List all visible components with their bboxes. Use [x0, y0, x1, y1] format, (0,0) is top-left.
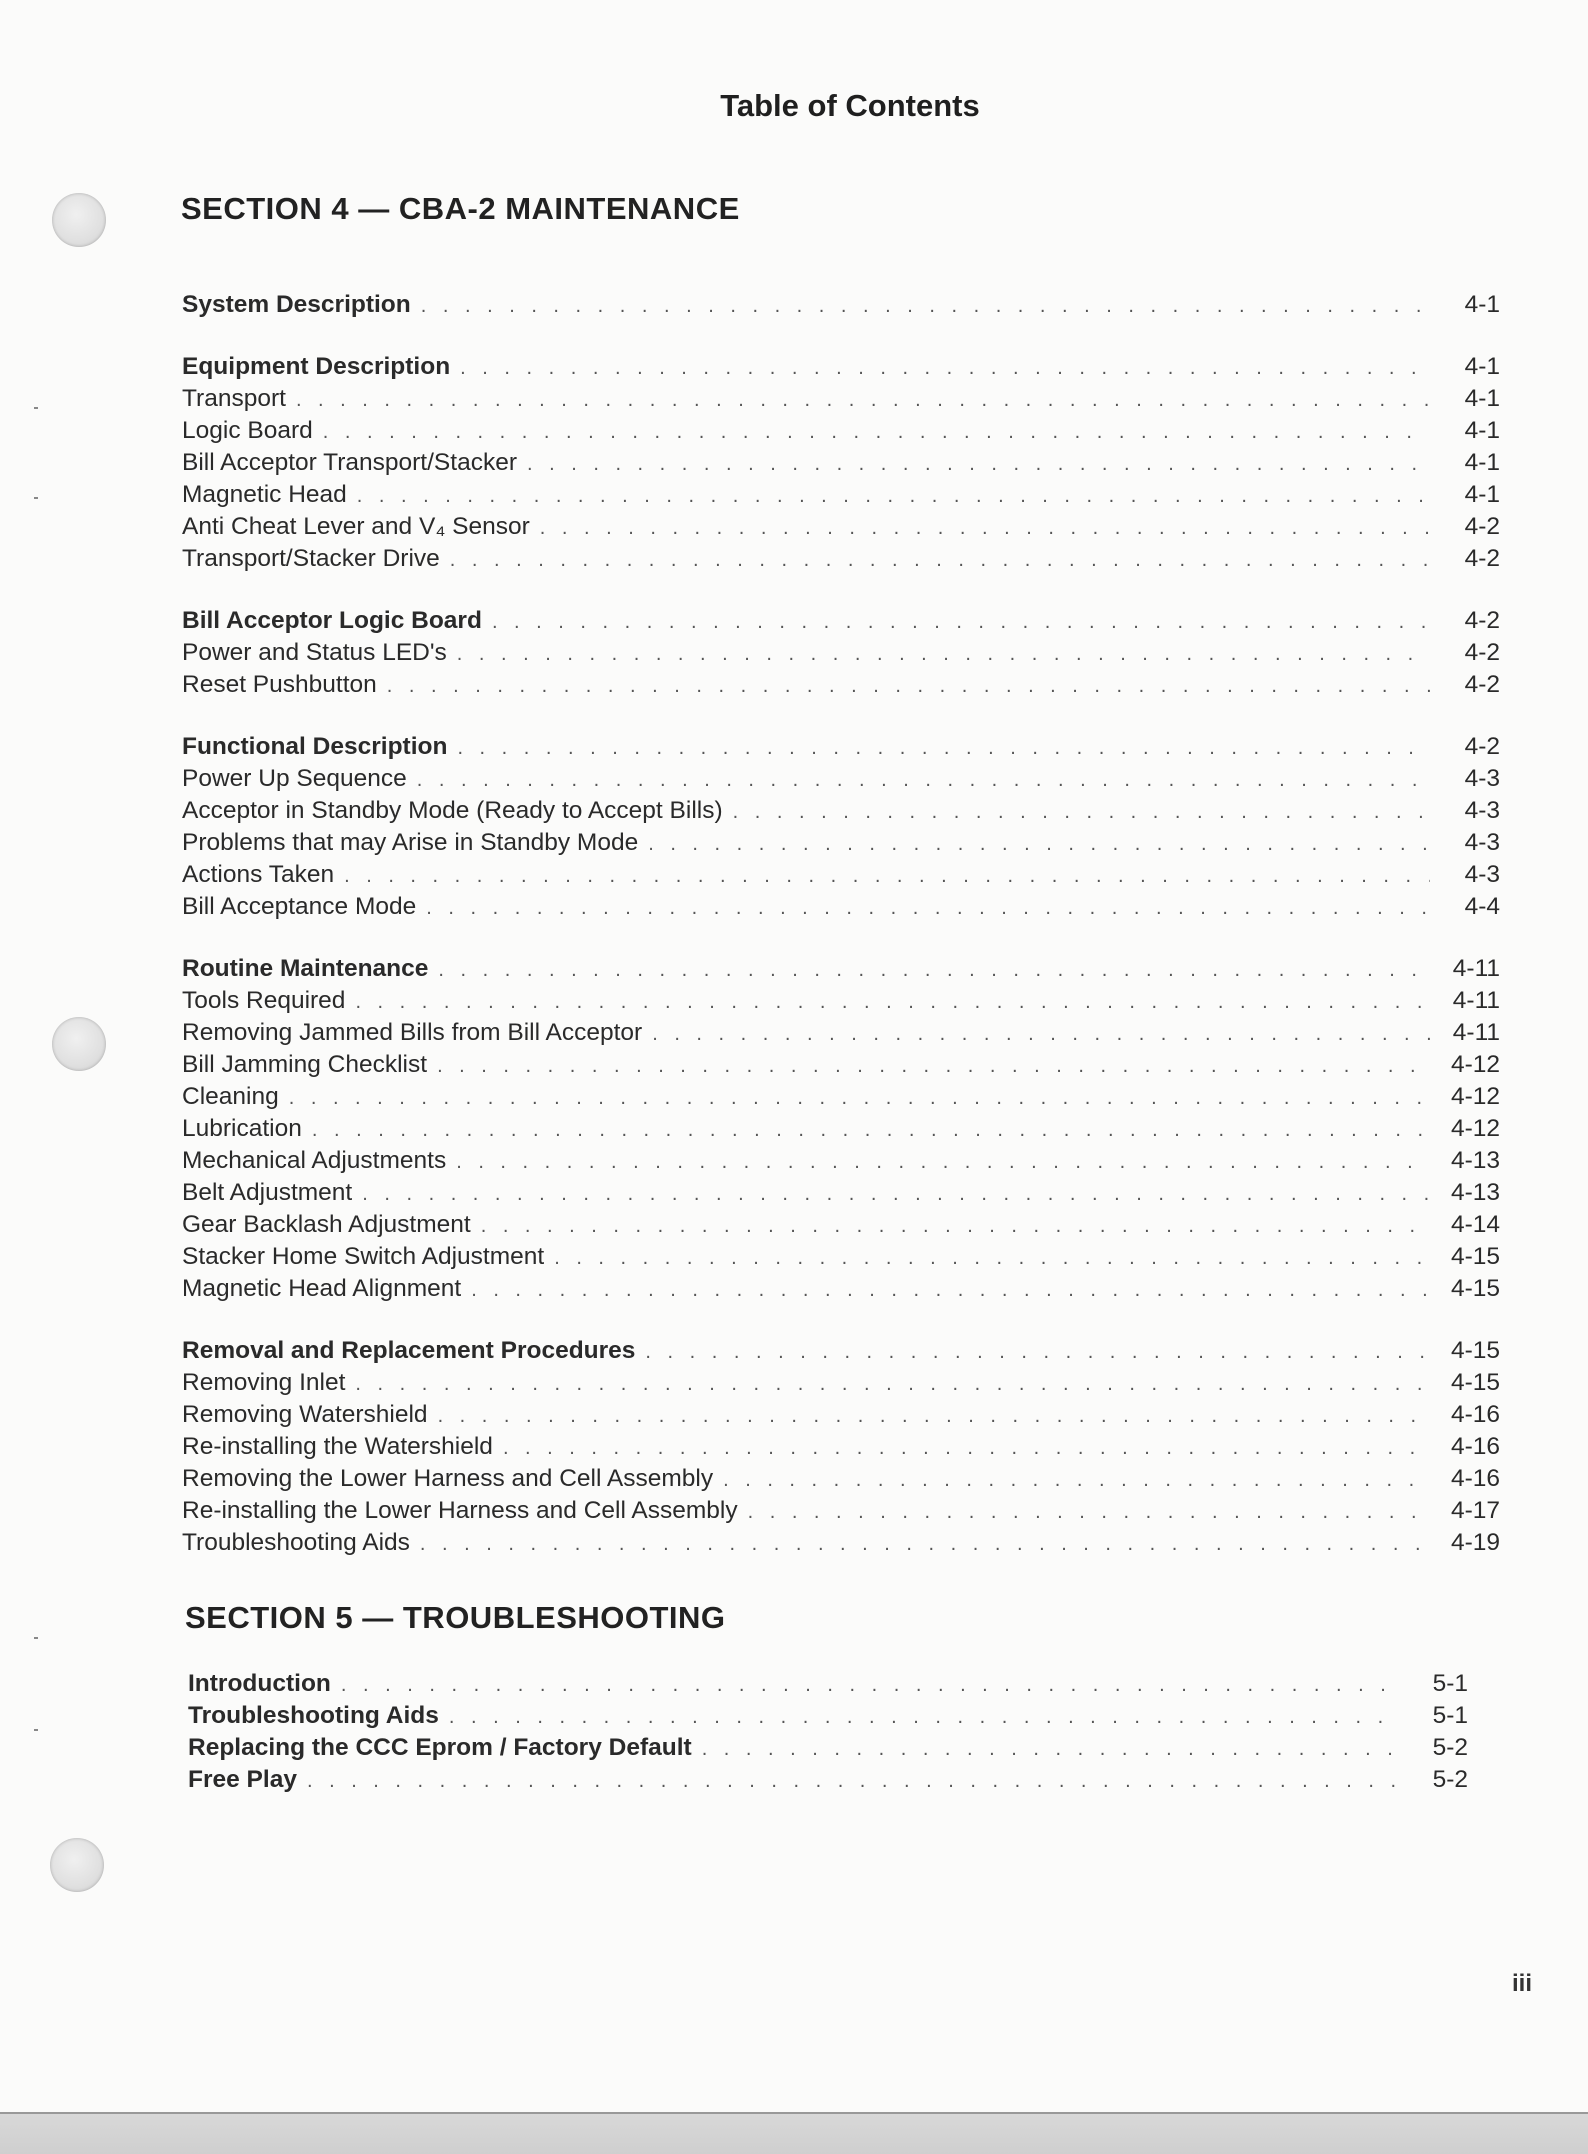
toc-entry	[182, 763, 1500, 795]
document-title: Table of Contents	[720, 88, 980, 123]
toc-entry-page: 4-2	[1464, 639, 1500, 666]
page-number: iii	[1512, 1970, 1533, 1997]
dot-leader	[362, 1178, 1430, 1210]
dot-leader	[503, 1432, 1430, 1464]
toc-entry	[182, 1431, 1500, 1463]
dot-leader	[357, 480, 1430, 512]
dot-leader	[456, 1146, 1430, 1178]
toc-entry	[182, 891, 1500, 923]
section-5-heading: SECTION 5 — TROUBLESHOOTING	[185, 1600, 726, 1635]
dot-leader	[481, 1210, 1430, 1242]
toc-entry-label: Removal and Replacement Procedures	[182, 1337, 636, 1364]
toc-entry-page: 4-13	[1450, 1147, 1500, 1174]
dot-leader	[457, 732, 1430, 764]
toc-entry	[182, 1527, 1500, 1559]
toc-entry-label: Bill Acceptor Transport/Stacker	[182, 449, 517, 476]
toc-group	[182, 731, 1500, 923]
scan-speck	[34, 1637, 38, 1639]
toc-entry	[182, 1495, 1500, 1527]
toc-entry-label: Transport	[182, 385, 286, 412]
toc-entry-page: 4-13	[1450, 1179, 1500, 1206]
toc-entry-label: Transport/Stacker Drive	[182, 545, 440, 572]
toc-entry-page: 4-17	[1450, 1497, 1500, 1524]
toc-group	[182, 1335, 1500, 1559]
dot-leader	[648, 828, 1430, 860]
toc-entry	[182, 731, 1500, 763]
dot-leader	[748, 1496, 1430, 1528]
toc-group	[182, 289, 1500, 321]
toc-entry-label: Replacing the CCC Eprom / Factory Default	[188, 1734, 692, 1761]
toc-entry	[182, 383, 1500, 415]
toc-entry	[188, 1700, 1468, 1732]
toc-entry-page: 4-15	[1450, 1337, 1500, 1364]
toc-entry-label: Troubleshooting Aids	[182, 1529, 410, 1556]
toc-entry	[182, 447, 1500, 479]
dot-leader	[426, 892, 1430, 924]
toc-entry-page: 4-2	[1464, 671, 1500, 698]
punch-hole-bottom	[50, 1838, 104, 1892]
toc-entry-page: 4-3	[1464, 861, 1500, 888]
toc-entry-page: 4-11	[1452, 987, 1500, 1014]
dot-leader	[460, 352, 1430, 384]
dot-leader	[457, 638, 1430, 670]
toc-entry-page: 4-16	[1450, 1465, 1500, 1492]
toc-entry	[182, 351, 1500, 383]
toc-entry	[188, 1732, 1468, 1764]
dot-leader	[355, 1368, 1430, 1400]
section-5-toc	[188, 1668, 1468, 1796]
toc-entry	[182, 1145, 1500, 1177]
dot-leader	[723, 1464, 1430, 1496]
toc-entry-label: Bill Jamming Checklist	[182, 1051, 428, 1078]
toc-entry-label: Bill Acceptor Logic Board	[182, 607, 482, 634]
toc-entry	[182, 415, 1500, 447]
toc-entry	[182, 669, 1500, 701]
toc-entry-label: Problems that may Arise in Standby Mode	[182, 829, 639, 856]
toc-entry-label: Reset Pushbutton	[182, 671, 377, 698]
toc-entry-label: Actions Taken	[182, 861, 335, 888]
dot-leader	[437, 1050, 1430, 1082]
toc-entry	[182, 1049, 1500, 1081]
toc-entry-page: 4-3	[1464, 765, 1500, 792]
toc-entry	[182, 605, 1500, 637]
toc-entry	[182, 1399, 1500, 1431]
toc-entry-label: Magnetic Head	[182, 481, 347, 508]
scan-speck	[34, 407, 38, 409]
toc-entry-page: 4-19	[1450, 1529, 1500, 1556]
toc-entry	[182, 289, 1500, 321]
toc-entry	[188, 1764, 1468, 1796]
toc-group	[182, 605, 1500, 701]
toc-entry-page: 4-14	[1450, 1211, 1500, 1238]
toc-entry-page: 4-2	[1464, 545, 1500, 572]
dot-leader	[344, 860, 1430, 892]
toc-entry-page: 4-4	[1464, 893, 1500, 920]
dot-leader	[540, 512, 1430, 544]
punch-hole-top	[52, 193, 106, 247]
toc-entry-page: 4-1	[1464, 385, 1500, 412]
toc-entry	[182, 985, 1500, 1017]
dot-leader	[312, 1114, 1430, 1146]
toc-entry-label: Logic Board	[182, 417, 313, 444]
dot-leader	[341, 1669, 1398, 1701]
toc-entry-page: 4-3	[1464, 829, 1500, 856]
dot-leader	[323, 416, 1430, 448]
toc-entry	[182, 543, 1500, 575]
toc-entry-label: System Description	[182, 291, 411, 318]
dot-leader	[296, 384, 1430, 416]
toc-group	[182, 953, 1500, 1305]
toc-entry	[182, 1241, 1500, 1273]
toc-entry	[182, 1367, 1500, 1399]
toc-entry	[182, 511, 1500, 543]
toc-entry-label: Magnetic Head Alignment	[182, 1275, 462, 1302]
toc-entry-page: 4-11	[1452, 955, 1500, 982]
toc-entry	[182, 1335, 1500, 1367]
dot-leader	[355, 986, 1430, 1018]
toc-entry	[182, 1209, 1500, 1241]
toc-entry-label: Re-installing the Lower Harness and Cell Assembly	[182, 1497, 738, 1524]
toc-entry-label: Power and Status LED's	[182, 639, 447, 666]
toc-entry-label: Routine Maintenance	[182, 955, 429, 982]
toc-entry-page: 4-16	[1450, 1401, 1500, 1428]
toc-entry-label: Re-installing the Watershield	[182, 1433, 493, 1460]
dot-leader	[652, 1018, 1430, 1050]
toc-entry-page: 4-1	[1464, 449, 1500, 476]
toc-group	[182, 351, 1500, 575]
toc-entry-page: 4-2	[1464, 607, 1500, 634]
toc-entry	[182, 479, 1500, 511]
toc-entry	[182, 795, 1500, 827]
toc-entry-label: Free Play	[188, 1766, 297, 1793]
dot-leader	[289, 1082, 1430, 1114]
toc-entry	[182, 953, 1500, 985]
toc-entry-label: Gear Backlash Adjustment	[182, 1211, 471, 1238]
scan-speck	[34, 1729, 38, 1731]
dot-leader	[527, 448, 1430, 480]
toc-entry	[182, 637, 1500, 669]
toc-entry-page: 4-12	[1450, 1083, 1500, 1110]
dot-leader	[420, 1528, 1430, 1560]
toc-entry-label: Stacker Home Switch Adjustment	[182, 1243, 545, 1270]
toc-entry	[182, 1273, 1500, 1305]
toc-entry-label: Functional Description	[182, 733, 448, 760]
toc-entry	[182, 859, 1500, 891]
dot-leader	[417, 764, 1430, 796]
toc-entry-page: 4-1	[1464, 481, 1500, 508]
section-4-toc	[182, 289, 1500, 1589]
dot-leader	[387, 670, 1430, 702]
dot-leader	[492, 606, 1430, 638]
toc-entry-label: Acceptor in Standby Mode (Ready to Accept Bills)	[182, 797, 723, 824]
toc-entry	[182, 1113, 1500, 1145]
toc-entry	[182, 1177, 1500, 1209]
toc-entry-label: Lubrication	[182, 1115, 302, 1142]
page-bottom-edge	[0, 2112, 1588, 2154]
toc-entry-page: 4-1	[1464, 417, 1500, 444]
toc-entry-label: Cleaning	[182, 1083, 279, 1110]
toc-entry-page: 4-1	[1464, 291, 1500, 318]
toc-entry-page: 4-16	[1450, 1433, 1500, 1460]
toc-entry-page: 5-2	[1432, 1734, 1468, 1761]
dot-leader	[702, 1733, 1398, 1765]
toc-entry-page: 5-1	[1432, 1702, 1468, 1729]
toc-entry-page: 4-2	[1464, 733, 1500, 760]
toc-entry-page: 4-15	[1450, 1275, 1500, 1302]
toc-entry-page: 4-2	[1464, 513, 1500, 540]
dot-leader	[438, 954, 1430, 986]
dot-leader	[733, 796, 1430, 828]
toc-entry	[182, 827, 1500, 859]
dot-leader	[471, 1274, 1430, 1306]
toc-entry	[182, 1463, 1500, 1495]
section-4-heading: SECTION 4 — CBA-2 MAINTENANCE	[181, 191, 740, 226]
dot-leader	[645, 1336, 1430, 1368]
dot-leader	[421, 290, 1430, 322]
toc-entry-label: Bill Acceptance Mode	[182, 893, 417, 920]
toc-entry-label: Equipment Description	[182, 353, 451, 380]
dot-leader	[307, 1765, 1398, 1797]
punch-hole-middle	[52, 1017, 106, 1071]
dot-leader	[554, 1242, 1430, 1274]
toc-entry-page: 4-11	[1452, 1019, 1500, 1046]
toc-entry	[182, 1017, 1500, 1049]
toc-entry	[182, 1081, 1500, 1113]
toc-entry-label: Introduction	[188, 1670, 331, 1697]
toc-entry-label: Anti Cheat Lever and V₄ Sensor	[182, 513, 530, 540]
toc-entry-label: Mechanical Adjustments	[182, 1147, 447, 1174]
dot-leader	[438, 1400, 1430, 1432]
scan-speck	[34, 497, 38, 499]
toc-entry-label: Belt Adjustment	[182, 1179, 353, 1206]
dot-leader	[450, 544, 1430, 576]
toc-entry	[188, 1668, 1468, 1700]
toc-entry-page: 5-2	[1432, 1766, 1468, 1793]
toc-entry-page: 4-3	[1464, 797, 1500, 824]
toc-entry-label: Tools Required	[182, 987, 346, 1014]
toc-entry-label: Troubleshooting Aids	[188, 1702, 439, 1729]
toc-entry-page: 4-12	[1450, 1115, 1500, 1142]
toc-entry-page: 4-1	[1464, 353, 1500, 380]
toc-entry-page: 4-15	[1450, 1369, 1500, 1396]
toc-entry-label: Removing Jammed Bills from Bill Acceptor	[182, 1019, 643, 1046]
toc-entry-label: Power Up Sequence	[182, 765, 407, 792]
toc-entry-page: 4-12	[1450, 1051, 1500, 1078]
dot-leader	[449, 1701, 1398, 1733]
toc-entry-label: Removing the Lower Harness and Cell Assembly	[182, 1465, 714, 1492]
toc-entry-page: 5-1	[1432, 1670, 1468, 1697]
toc-entry-label: Removing Watershield	[182, 1401, 428, 1428]
toc-entry-page: 4-15	[1450, 1243, 1500, 1270]
toc-entry-label: Removing Inlet	[182, 1369, 346, 1396]
